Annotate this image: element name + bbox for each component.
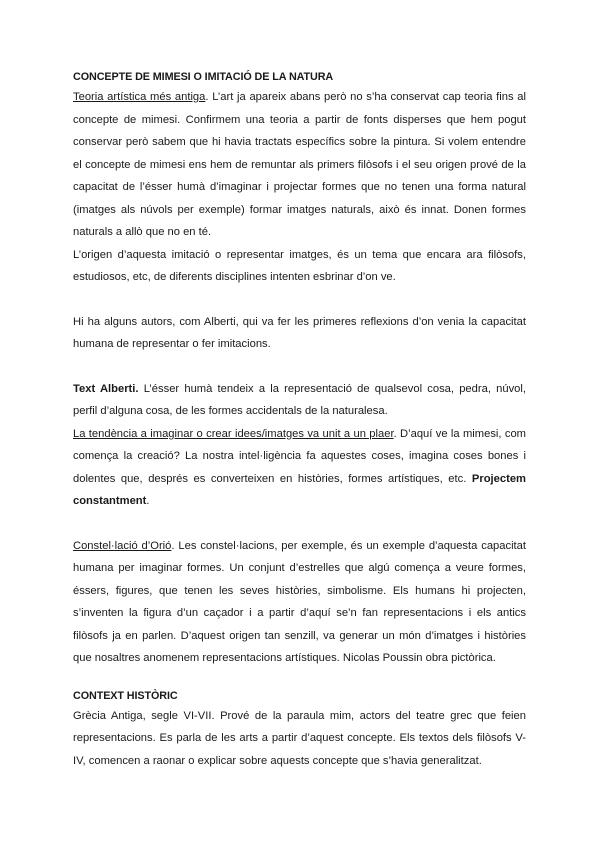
paragraph-alberti-text	[73, 378, 526, 423]
alberti-text: L’ésser humà tendeix a la representació de qualsevol cosa, pedra, núvol, perfil d’alguna cosa, de les formes accidentals de la naturalesa.	[73, 382, 526, 417]
paragraph-origin: L’origen d’aquesta imitació o representar imatges, és un tema que encara ara filòsofs, estudiosos, etc, de diferents disciplines intenten esbrinar d’on ve.	[73, 248, 526, 283]
paragraph-theory	[73, 86, 526, 244]
paragraph-orion	[73, 535, 526, 670]
paragraph-tendency	[73, 423, 526, 513]
tendency-text: . D’aquí ve la mimesi, com comença la creació? La nostra intel·ligència fa aquestes coses, imagina coses bones i dolentes que, després es converteixen en històries, formes artístiques, etc.	[73, 427, 526, 485]
term-theory: Teoria artística més antiga	[73, 91, 206, 103]
paragraph-context: Grècia Antiga, segle VI-VII. Prové de la paraula mim, actors del teatre grec que feien representacions. Es parla de les arts a partir d’aquest concepte. Els textos dels filòsofs V-IV, comencen a raonar o explicar sobre aquests concepte que s’havia generalitzat.	[73, 709, 526, 767]
tendency-end: .	[146, 495, 150, 507]
section-title-context: CONTEXT HISTÒRIC	[73, 689, 178, 702]
orion-text: . Les constel·lacions, per exemple, és un exemple d’aquesta capacitat humana per imaginar formes. Un conjunt d’estrelles que algú comença a veure formes, éssers, figures, que tenen les seves històries, simbolisme. Els humans hi projecten, s’inventen la figura d’un caçador i a partir d’aquí se’n fan representacions i els antics filòsofs ja en parlen. D’aquest origen tan senzill, va generar un món d’imatges i històries que nosaltres anomenem representacions artístiques. Nicolas Poussin obra pictòrica.	[73, 539, 526, 664]
section-title-mimesi: CONCEPTE DE MIMESI O IMITACIÓ DE LA NATURA	[73, 71, 334, 83]
term-tendency: La tendència a imaginar o crear idees/imatges va unit a un plaer	[73, 427, 394, 440]
term-alberti: Text Alberti.	[73, 382, 139, 395]
theory-text: . L’art ja apareix abans però no s’ha conservat cap teoria fins al concepte de mimesi. Confirmem una teoria a partir de fonts disperses que hem pogut conservar però sabem que hi havia tractats específics sobre la pintura. Si volem entendre el concepte de mimesi ens hem de remuntar als primers filòsofs i el seu origen prové de la capacitat de l’ésser humà d’imaginar i projectar formes que no tenen una forma natural (imatges als núvols per exemple) formar imatges naturals, això és innat. Donen formes naturals a allò que no en té.	[73, 91, 526, 238]
term-orion: Constel·lació d’Orió	[73, 539, 172, 552]
paragraph-alberti-intro: Hi ha alguns autors, com Alberti, qui va fer les primeres reflexions d’on venia la capacitat humana de representar o fer imitacions.	[73, 315, 526, 350]
term-project: Projectem constantment	[73, 472, 526, 507]
